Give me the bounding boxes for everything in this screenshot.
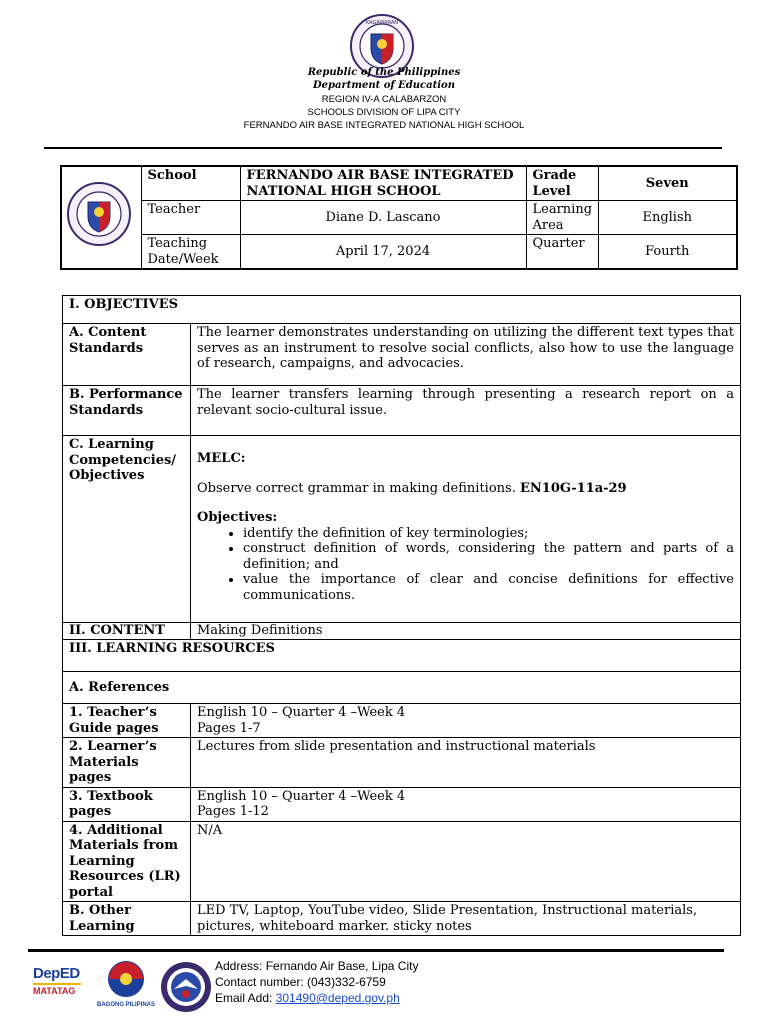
learners-materials-label: 2. Learner’s Materials pages xyxy=(63,738,191,788)
teachers-guide-label: 1. Teacher’s Guide pages xyxy=(63,704,191,738)
school-label: School xyxy=(141,166,240,201)
objectives-list xyxy=(197,526,734,604)
tb-line-1: English 10 – Quarter 4 –Week 4 xyxy=(197,788,406,804)
resources-heading: III. LEARNING RESOURCES xyxy=(63,640,741,672)
melc-code: EN10G-11a-29 xyxy=(519,480,627,496)
teachers-guide-value xyxy=(191,704,741,738)
objective-item: • value the importance of clear and concise definitions for effective communications. xyxy=(243,572,734,603)
footer-email-label: Email Add: xyxy=(215,991,276,1005)
grade-value: Seven xyxy=(598,166,737,201)
bagong-pilipinas-logo xyxy=(97,960,155,1010)
teacher-value: Diane D. Lascano xyxy=(240,201,526,235)
content-label: II. CONTENT xyxy=(63,623,191,640)
performance-standards-label: B. Performance Standards xyxy=(63,386,191,436)
other-learning-label: B. Other Learning xyxy=(63,902,191,936)
footer-divider xyxy=(28,949,724,952)
matatag-logo-text: MATATAG xyxy=(33,983,81,997)
content-standards-label: A. Content Standards xyxy=(63,324,191,386)
content-value: Making Definitions xyxy=(191,623,741,640)
objective-item: • construct definition of words, considering the pattern and parts of a definition; and xyxy=(243,541,734,572)
quarter-label: Quarter xyxy=(526,235,598,270)
learners-materials-value: Lectures from slide presentation and instructional materials xyxy=(191,738,741,788)
deped-seal-icon xyxy=(67,182,131,246)
deped-matatag-logo xyxy=(33,965,91,1005)
other-learning-value: LED TV, Laptop, YouTube video, Slide Presentation, Instructional materials, pictures, whiteboard marker. sticky notes xyxy=(191,902,741,936)
teacher-label: Teacher xyxy=(141,201,240,235)
tg-line-2: Pages 1-7 xyxy=(197,720,261,736)
content-standards-text: The learner demonstrates understanding on utilizing the different text types that serves as an instrument to resolve social conflicts, also how to use the language of research, campaigns, and advocacies. xyxy=(191,324,741,386)
quarter-value: Fourth xyxy=(598,235,737,270)
lesson-plan-table xyxy=(62,295,741,936)
footer-contact-number: Contact number: (043)332-6759 xyxy=(215,975,386,989)
date-value: April 17, 2024 xyxy=(240,235,526,270)
competencies-label: C. Learning Competencies/ Objectives xyxy=(63,436,191,623)
grade-label: Grade Level xyxy=(526,166,598,201)
footer-address: Address: Fernando Air Base, Lipa City xyxy=(215,959,419,973)
melc-line xyxy=(197,481,734,497)
bagong-pilipinas-sun-icon xyxy=(97,960,155,998)
objectives-heading: I. OBJECTIVES xyxy=(63,296,741,324)
additional-materials-label: 4. Additional Materials from Learning Resources (LR) portal xyxy=(63,821,191,902)
textbook-label: 3. Textbook pages xyxy=(63,787,191,821)
objective-item: • identify the definition of key terminologies; xyxy=(243,526,734,542)
deped-logo-text: DepED xyxy=(33,965,80,982)
svg-text:KAGAWARAN: KAGAWARAN xyxy=(365,20,399,26)
school-value: FERNANDO AIR BASE INTEGRATED NATIONAL HIGH SCHOOL xyxy=(240,166,526,201)
area-value: English xyxy=(598,201,737,235)
header-department: Department of Education xyxy=(313,80,455,91)
additional-materials-value: N/A xyxy=(191,821,741,902)
competencies-content xyxy=(191,436,741,623)
melc-text: Observe correct grammar in making definitions. xyxy=(197,480,516,496)
lesson-info-table xyxy=(60,165,738,270)
header-school: FERNANDO AIR BASE INTEGRATED NATIONAL HIGH SCHOOL xyxy=(243,120,525,131)
footer-contact xyxy=(215,958,418,1006)
area-label: Learning Area xyxy=(526,201,598,235)
footer-email-link[interactable]: 301490@deped.gov.ph xyxy=(275,991,400,1005)
school-seal-icon xyxy=(160,961,212,1013)
tb-line-2: Pages 1-12 xyxy=(197,804,269,819)
header-division: SCHOOLS DIVISION OF LIPA CITY xyxy=(307,107,461,118)
header-region: REGION IV-A CALABARZON xyxy=(321,94,447,105)
textbook-value xyxy=(191,787,741,821)
tg-line-1: English 10 – Quarter 4 –Week 4 xyxy=(197,705,406,720)
bagong-pilipinas-caption: BAGONG PILIPINAS xyxy=(97,1002,156,1008)
header-divider xyxy=(44,147,722,149)
footer-email-line xyxy=(215,990,418,1006)
objectives-label: Objectives: xyxy=(197,510,278,525)
performance-standards-text: The learner transfers learning through presenting a research report on a relevant socio-cultural issue. xyxy=(191,386,741,436)
references-label: A. References xyxy=(63,672,741,704)
header-republic: Republic of the Philippines xyxy=(307,67,461,78)
date-label: Teaching Date/Week xyxy=(141,235,240,270)
melc-label: MELC: xyxy=(197,451,246,466)
